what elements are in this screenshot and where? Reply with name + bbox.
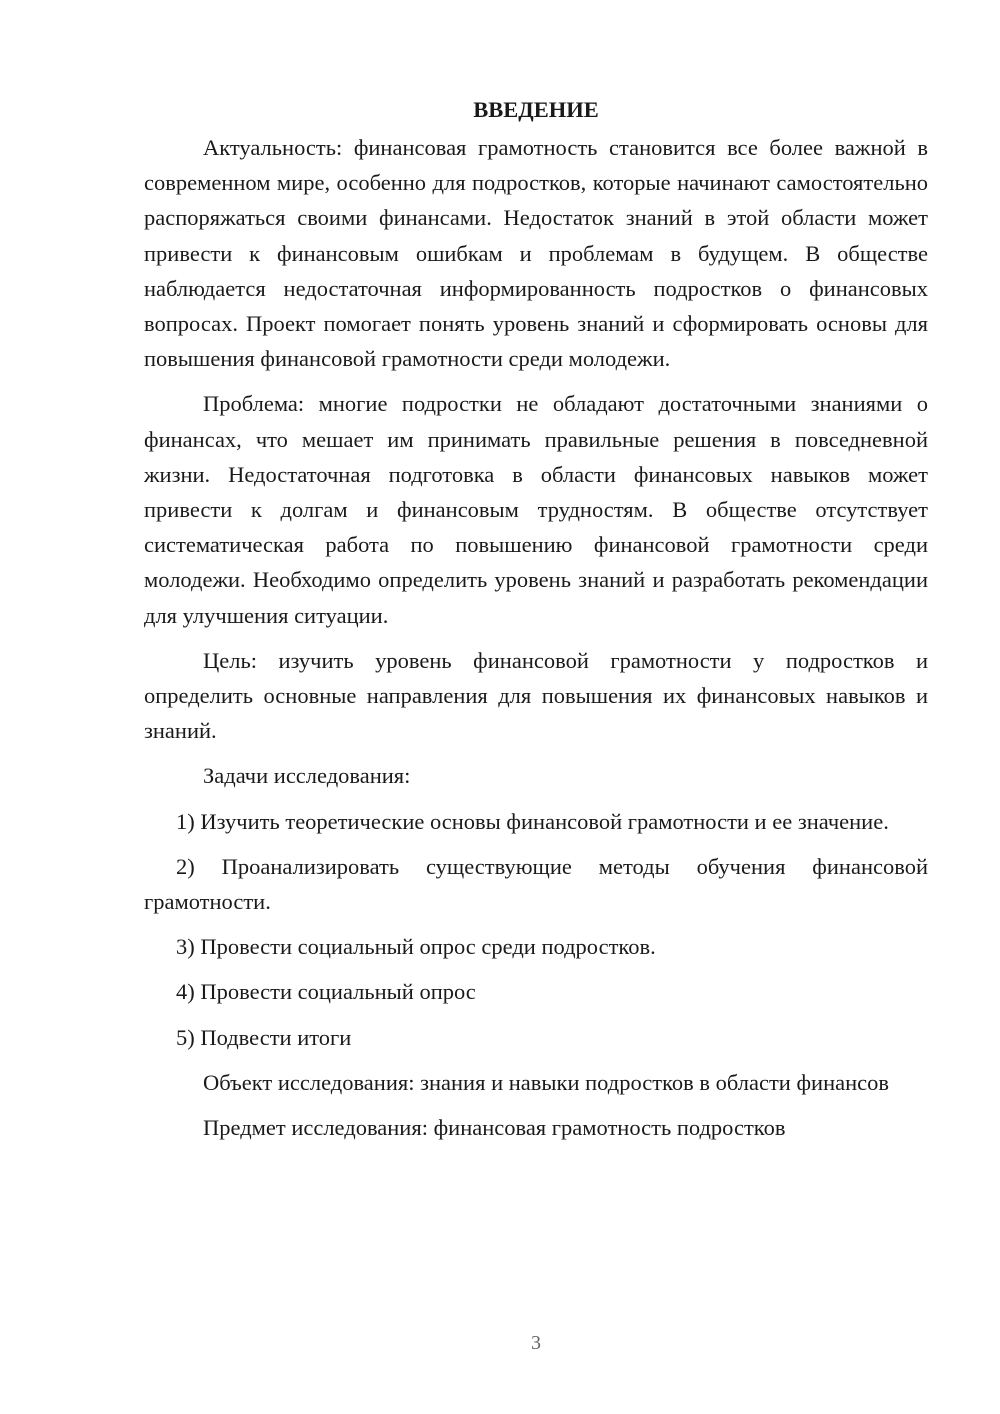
task-item: 3) Провести социальный опрос среди подростков. [176, 934, 656, 960]
page-content [144, 92, 928, 1155]
relevance-paragraph: Актуальность: финансовая грамотность становится все более важной в современном мире, особенно для подростков, которые начинают самостоятельно распоряжаться своими финансами. Недостаток знаний в этой области может привести к финансовым ошибкам и проблемам в будущем. В обществе наблюдается недостаточная информированность подростков о финансовых вопросах. Проект помогает понять уровень знаний и сформировать основы для повышения финансовой грамотности среди молодежи. [144, 135, 928, 372]
task-item: 5) Подвести итоги [176, 1024, 352, 1050]
task-item: 1) Изучить теоретические основы финансовой грамотности и ее значение. [176, 808, 889, 834]
goal-paragraph: Цель: изучить уровень финансовой грамотности у подростков и определить основные направления для повышения их финансовых навыков и знаний. [144, 647, 928, 744]
problem-paragraph: Проблема: многие подростки не обладают достаточными знаниями о финансах, что мешает им принимать правильные решения в повседневной жизни. Недостаточная подготовка в области финансовых навыков может привести к долгам и финансовым трудностям. В обществе отсутствует систематическая работа по повышению финансовой грамотности среди молодежи. Необходимо определить уровень знаний и разработать рекомендации для улучшения ситуации. [144, 391, 928, 628]
tasks-heading: Задачи исследования: [203, 763, 411, 789]
page-number: 3 [531, 1332, 541, 1354]
task-item: 4) Провести социальный опрос [176, 979, 476, 1005]
research-subject-paragraph: Предмет исследования: финансовая грамотность подростков [203, 1115, 786, 1141]
task-item: 2) Проанализировать существующие методы обучения финансовой грамотности. [144, 853, 928, 915]
section-title: ВВЕДЕНИЕ [473, 97, 599, 122]
research-object-paragraph: Объект исследования: знания и навыки подростков в области финансов [203, 1069, 889, 1095]
